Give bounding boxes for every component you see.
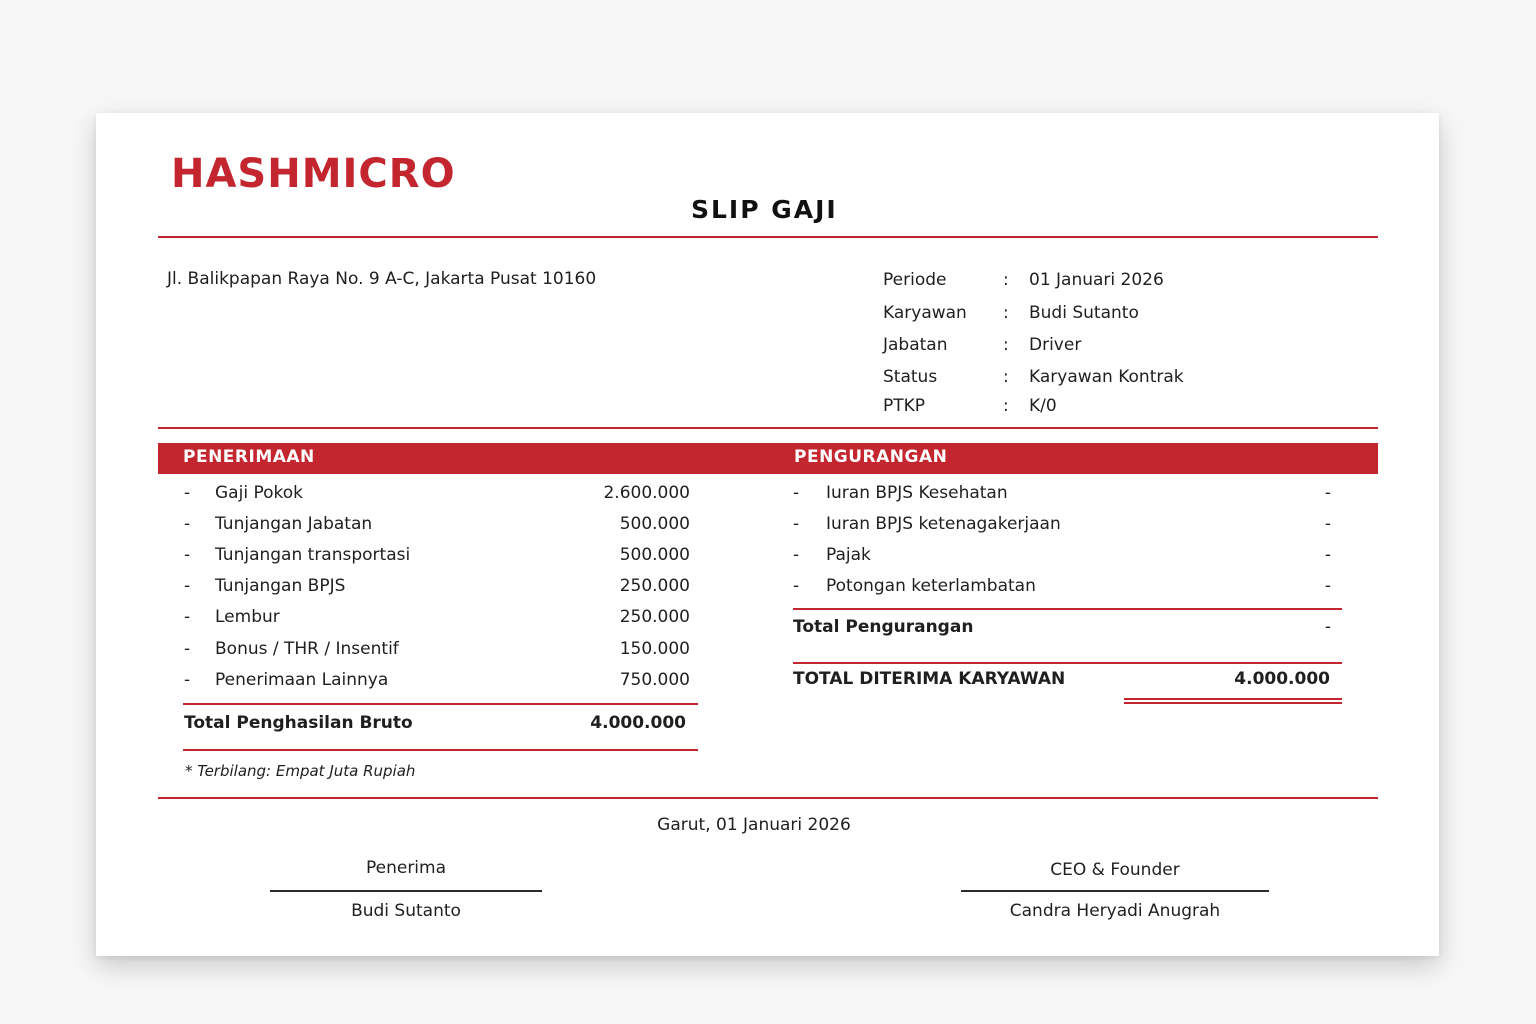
net-total-double-rule-bottom — [1124, 702, 1342, 704]
info-colon: : — [1003, 303, 1009, 323]
info-colon: : — [1003, 335, 1009, 355]
info-value-jabatan: Driver — [1029, 335, 1082, 355]
earnings-total-bottom-rule — [183, 749, 698, 751]
list-bullet: - — [184, 607, 191, 627]
deductions-heading: PENGURANGAN — [794, 447, 948, 467]
net-total-top-rule — [793, 662, 1342, 664]
info-value-status: Karyawan Kontrak — [1029, 367, 1184, 387]
net-total-double-rule-top — [1124, 698, 1342, 700]
deduction-amount: - — [1324, 514, 1331, 534]
list-bullet: - — [793, 545, 800, 565]
signer-role: CEO & Founder — [1050, 860, 1180, 880]
deduction-amount: - — [1324, 545, 1331, 565]
earning-label: Penerimaan Lainnya — [215, 670, 389, 690]
earning-amount: 750.000 — [619, 670, 690, 690]
document-title: SLIP GAJI — [691, 195, 838, 224]
list-bullet: - — [184, 639, 191, 659]
list-bullet: - — [184, 576, 191, 596]
earning-amount: 500.000 — [619, 545, 690, 565]
list-bullet: - — [793, 514, 800, 534]
header-divider — [158, 236, 1378, 238]
earning-label: Tunjangan Jabatan — [215, 514, 373, 534]
earnings-total-top-rule — [183, 703, 698, 705]
company-logo: HASHMICRO — [171, 151, 456, 197]
company-address: Jl. Balikpapan Raya No. 9 A-C, Jakarta Pusat 10160 — [167, 269, 597, 289]
deduction-label: Iuran BPJS Kesehatan — [826, 483, 1008, 503]
deductions-total-label: Total Pengurangan — [793, 617, 974, 637]
earning-label: Tunjangan BPJS — [215, 576, 346, 596]
payslip-document — [96, 113, 1439, 956]
section-header-band — [158, 443, 1378, 474]
deduction-amount: - — [1324, 576, 1331, 596]
deduction-label: Pajak — [826, 545, 871, 565]
deductions-total-top-rule — [793, 608, 1342, 610]
list-bullet: - — [793, 576, 800, 596]
signer-name: Candra Heryadi Anugrah — [1009, 901, 1221, 921]
earnings-heading: PENERIMAAN — [183, 447, 315, 467]
list-bullet: - — [184, 483, 191, 503]
list-bullet: - — [184, 545, 191, 565]
info-label-status: Status — [883, 367, 938, 387]
list-bullet: - — [184, 514, 191, 534]
deductions-total-amount: - — [1324, 617, 1331, 637]
info-colon: : — [1003, 270, 1009, 290]
amount-in-words-note: * Terbilang: Empat Juta Rupiah — [185, 762, 416, 780]
list-bullet: - — [793, 483, 800, 503]
earning-amount: 250.000 — [619, 607, 690, 627]
gross-total-amount: 4.000.000 — [590, 713, 686, 733]
info-divider — [158, 427, 1378, 429]
deduction-label: Potongan keterlambatan — [826, 576, 1036, 596]
info-label-ptkp: PTKP — [883, 396, 926, 416]
deduction-amount: - — [1324, 483, 1331, 503]
info-label-jabatan: Jabatan — [883, 335, 948, 355]
info-colon: : — [1003, 396, 1009, 416]
footer-divider — [158, 797, 1378, 799]
receiver-name: Budi Sutanto — [351, 901, 461, 921]
earning-label: Bonus / THR / Insentif — [215, 639, 399, 659]
signer-signature-line — [961, 890, 1269, 892]
receiver-signature-line — [270, 890, 542, 892]
gross-total-label: Total Penghasilan Bruto — [184, 713, 413, 733]
info-label-karyawan: Karyawan — [883, 303, 967, 323]
info-colon: : — [1003, 367, 1009, 387]
info-value-ptkp: K/0 — [1029, 396, 1057, 416]
net-total-label: TOTAL DITERIMA KARYAWAN — [793, 669, 1066, 689]
earning-label: Tunjangan transportasi — [215, 545, 411, 565]
list-bullet: - — [184, 670, 191, 690]
earning-amount: 2.600.000 — [603, 483, 690, 503]
place-date: Garut, 01 Januari 2026 — [657, 815, 851, 835]
earning-amount: 250.000 — [619, 576, 690, 596]
info-label-periode: Periode — [883, 270, 947, 290]
net-total-amount: 4.000.000 — [1234, 669, 1330, 689]
earning-amount: 500.000 — [619, 514, 690, 534]
earning-amount: 150.000 — [619, 639, 690, 659]
earning-label: Gaji Pokok — [215, 483, 303, 503]
info-value-periode: 01 Januari 2026 — [1029, 270, 1164, 290]
info-value-karyawan: Budi Sutanto — [1029, 303, 1139, 323]
receiver-role: Penerima — [365, 858, 447, 878]
earning-label: Lembur — [215, 607, 280, 627]
deduction-label: Iuran BPJS ketenagakerjaan — [826, 514, 1061, 534]
